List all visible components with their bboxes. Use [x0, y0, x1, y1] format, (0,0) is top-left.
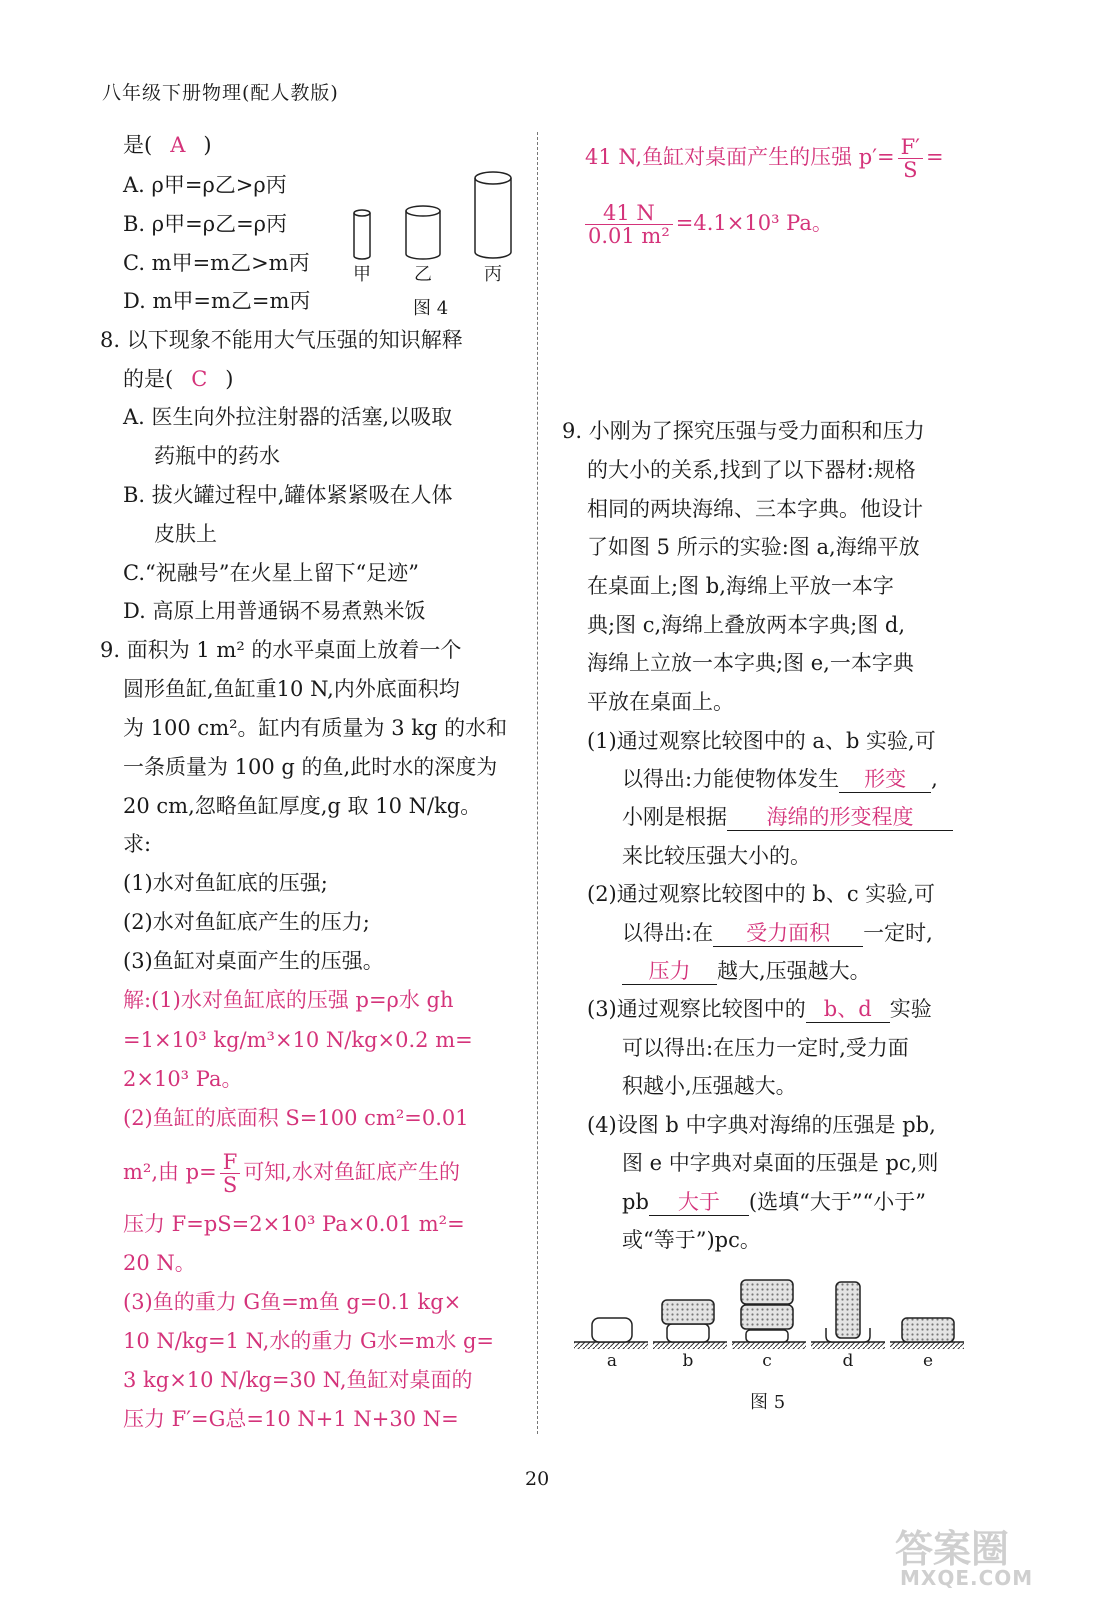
figure-4-cylinders	[345, 168, 525, 293]
q8-line-1: 8. 以下现象不能用大气压强的知识解释	[100, 328, 463, 352]
q7-option-b: B. ρ甲=ρ乙=ρ丙	[123, 212, 288, 236]
q7-stem: 是( A )	[123, 133, 212, 157]
q8-line-2: 的是( C )	[123, 367, 234, 391]
solution-line-4: (2)鱼缸的底面积 S=100 cm²=0.01	[123, 1106, 469, 1130]
fraction-41n-over-area: $\frac{41 N}{\text{0.01 m²}}$	[585, 202, 673, 247]
figure-4-label-jia: 甲	[353, 264, 371, 285]
fraction-fprime-over-s: $\frac{F'}{S}$	[898, 136, 923, 181]
solution-line-13: $\frac{41 N}{\text{0.01 m²}}$ =4.1×10³ Pa。	[585, 194, 833, 252]
q9b-p4-line-1: (4)设图 b 中字典对海绵的压强是 pb,	[587, 1113, 936, 1137]
q9a-line-2: 圆形鱼缸,鱼缸重10 N,内外底面积均	[123, 677, 460, 701]
figure-5c-dictionary-upper	[741, 1280, 793, 1304]
q8-option-a-2: 药瓶中的药水	[154, 444, 280, 468]
solution-line-8: (3)鱼的重力 G鱼=m鱼 g=0.1 kg×	[123, 1290, 462, 1314]
figure-4-label-bing: 丙	[484, 264, 502, 285]
q8-option-b-1: B. 拔火罐过程中,罐体紧紧吸在人体	[123, 483, 453, 507]
figure-5b-dictionary	[662, 1300, 714, 1324]
figure-5b-sponge	[667, 1324, 709, 1342]
q9b-p4-line-4: 或“等于”)pc。	[622, 1228, 761, 1252]
q9b-line-4: 了如图 5 所示的实验:图 a,海绵平放	[587, 535, 920, 559]
q9b-line-1: 9. 小刚为了探究压强与受力面积和压力	[562, 419, 925, 443]
figure-5-label-c: c	[762, 1351, 772, 1371]
q9a-line-3: 为 100 cm²。缸内有质量为 3 kg 的水和	[123, 716, 508, 740]
answer-blank-deformation: 形变	[839, 766, 931, 793]
solution-line-1: 解:(1)水对鱼缸底的压强 p=ρ水 gh	[123, 988, 454, 1012]
q7-answer: A	[170, 133, 186, 157]
figure-5-label-a: a	[606, 1351, 618, 1371]
q9b-line-2: 的大小的关系,找到了以下器材:规格	[587, 458, 916, 482]
solution-line-10: 3 kg×10 N/kg=30 N,鱼缸对桌面的	[123, 1368, 473, 1392]
answer-blank-contact-area: 受力面积	[713, 920, 863, 947]
q8-answer: C	[191, 367, 208, 391]
solution-line-5: m²,由 p= $\frac{F}{S}$ 可知,水对鱼缸底产生的	[123, 1150, 460, 1197]
q9b-line-5: 在桌面上;图 b,海绵上平放一本字	[587, 574, 894, 598]
q9a-line-9: (3)鱼缸对桌面产生的压强。	[123, 949, 384, 973]
figure-5-label-e: e	[922, 1351, 934, 1371]
q9b-line-3: 相同的两块海绵、三本字典。他设计	[587, 497, 923, 521]
solution-line-6: 压力 F=pS=2×10³ Pa×0.01 m²=	[123, 1212, 465, 1236]
answer-blank-pressure-force: 压力	[622, 958, 717, 985]
figure-5d-dictionary	[836, 1282, 860, 1338]
q9a-line-7: (1)水对鱼缸底的压强;	[123, 871, 328, 895]
page-number: 20	[525, 1468, 550, 1490]
q9b-line-8: 平放在桌面上。	[587, 690, 734, 714]
q8-option-c: C.“祝融号”在火星上留下“足迹”	[123, 561, 419, 585]
solution-line-11: 压力 F′=G总=10 N+1 N+30 N=	[123, 1407, 459, 1431]
q9a-line-1: 9. 面积为 1 m² 的水平桌面上放着一个	[100, 638, 462, 662]
solution-line-12: 41 N,鱼缸对桌面产生的压强 p′= $\frac{F'}{S}$ =	[585, 135, 944, 182]
answer-blank-sponge-deformation: 海绵的形变程度	[727, 804, 953, 831]
figure-5c-dictionary-lower	[741, 1305, 793, 1329]
figure-5-caption: 图 5	[750, 1392, 786, 1413]
q9b-line-6: 典;图 c,海绵上叠放两本字典;图 d,	[587, 613, 906, 637]
watermark-url: MXQE.COM	[900, 1566, 1034, 1590]
q8-option-a-1: A. 医生向外拉注射器的活塞,以吸取	[123, 405, 453, 429]
fraction-f-over-s: $\frac{F}{S}$	[220, 1151, 241, 1196]
figure-5-experiments	[570, 1272, 970, 1372]
page-header: 八年级下册物理(配人教版)	[102, 82, 339, 104]
figure-5-label-b: b	[682, 1351, 694, 1371]
q9b-p1-line-2: 以得出:力能使物体发生 形变 ,	[622, 767, 938, 791]
column-divider	[537, 132, 538, 1434]
q8-option-d: D. 高原上用普通锅不易煮熟米饭	[123, 599, 426, 623]
figure-5e-dictionary	[902, 1318, 954, 1342]
q9b-p1-line-4: 来比较压强大小的。	[622, 844, 811, 868]
q9b-p1-line-1: (1)通过观察比较图中的 a、b 实验,可	[587, 729, 936, 753]
figure-4-caption: 图 4	[413, 298, 449, 319]
solution-line-7: 20 N。	[123, 1251, 196, 1275]
q9b-p2-line-3: 压力 越大,压强越大。	[622, 958, 871, 985]
figure-4-label-yi: 乙	[414, 264, 432, 285]
figure-5-ground	[574, 1342, 964, 1349]
q9b-line-7: 海绵上立放一本字典;图 e,一本字典	[587, 651, 914, 675]
q9b-p4-line-3: pb 大于 (选填“大于”“小于”	[622, 1190, 927, 1214]
q9a-line-5: 20 cm,忽略鱼缸厚度,g 取 10 N/kg。	[123, 794, 482, 818]
q7-option-a: A. ρ甲=ρ乙>ρ丙	[123, 173, 287, 197]
q9a-line-6: 求:	[123, 832, 152, 856]
q9a-line-8: (2)水对鱼缸底产生的压力;	[123, 910, 370, 934]
q8-option-b-2: 皮肤上	[154, 522, 217, 546]
q9b-p3-line-1: (3)通过观察比较图中的 b、d 实验	[587, 997, 932, 1021]
solution-line-9: 10 N/kg=1 N,水的重力 G水=m水 g=	[123, 1329, 495, 1353]
q9b-p3-line-2: 可以得出:在压力一定时,受力面	[622, 1036, 909, 1060]
q9b-p1-line-3: 小刚是根据 海绵的形变程度	[622, 804, 953, 831]
figure-5-label-d: d	[842, 1351, 854, 1371]
solution-line-3: 2×10³ Pa。	[123, 1067, 243, 1091]
q7-option-c: C. m甲=m乙>m丙	[123, 251, 310, 275]
answer-blank-bd: b、d	[806, 996, 890, 1023]
watermark-logo: 答案圈	[895, 1527, 1010, 1571]
figure-5a-sponge	[592, 1318, 632, 1342]
figure-5c-sponge	[746, 1330, 788, 1342]
q7-option-d: D. m甲=m乙=m丙	[123, 289, 311, 313]
solution-line-2: =1×10³ kg/m³×10 N/kg×0.2 m=	[123, 1028, 473, 1052]
answer-blank-greater: 大于	[649, 1189, 749, 1216]
q9b-p2-line-1: (2)通过观察比较图中的 b、c 实验,可	[587, 882, 935, 906]
q9b-p3-line-3: 积越小,压强越大。	[622, 1074, 797, 1098]
q9a-line-4: 一条质量为 100 g 的鱼,此时水的深度为	[123, 755, 498, 779]
q9b-p2-line-2: 以得出:在 受力面积 一定时,	[622, 921, 933, 945]
q9b-p4-line-2: 图 e 中字典对桌面的压强是 pc,则	[622, 1151, 939, 1175]
